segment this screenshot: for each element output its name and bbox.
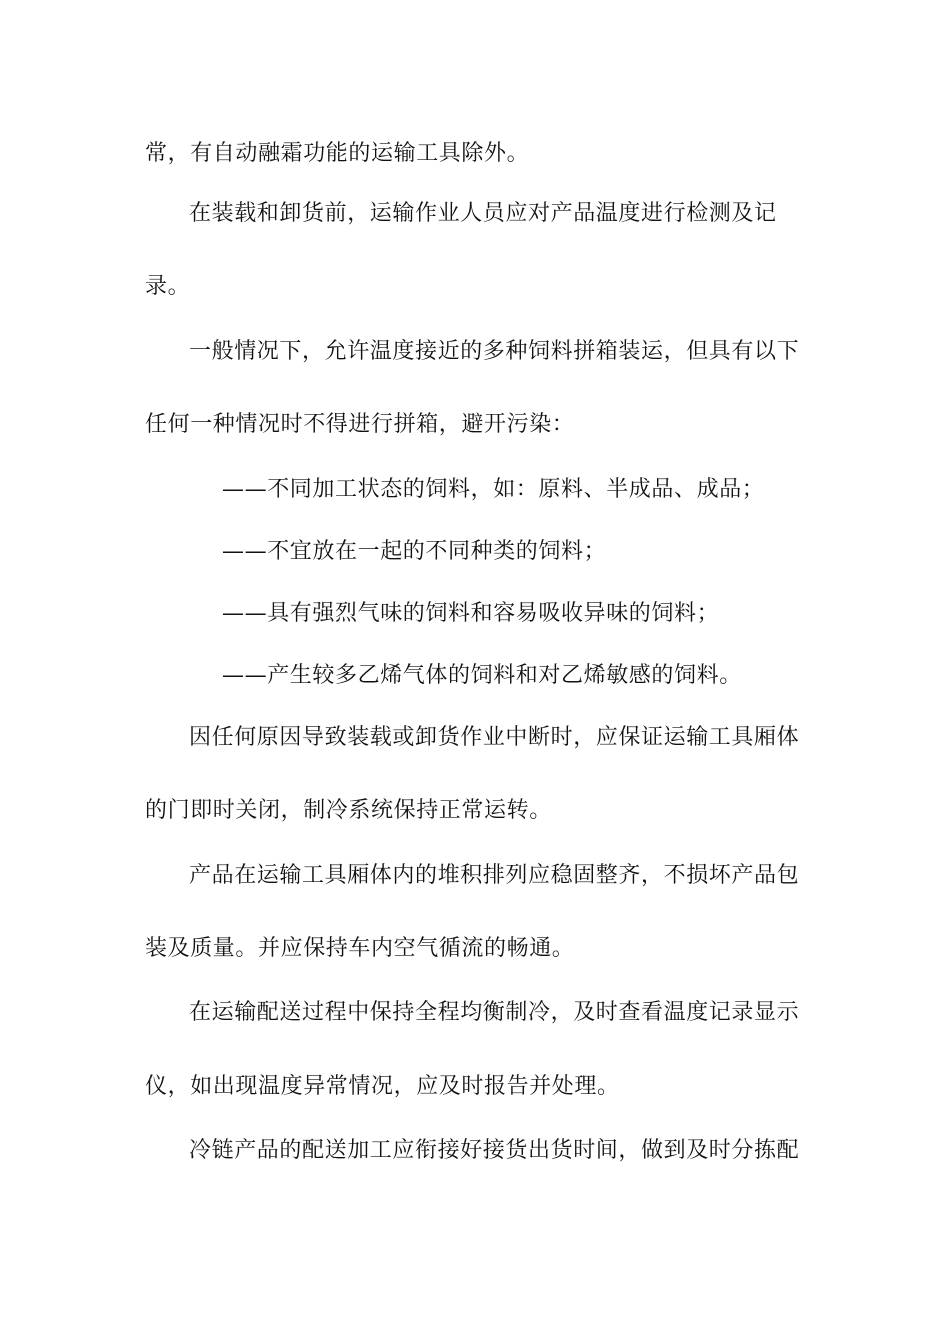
list-item: ——不同加工状态的饲料，如：原料、半成品、成品； xyxy=(222,477,765,502)
text-line: 常，有自动融霜功能的运输工具除外。 xyxy=(145,141,530,166)
paragraph-line: 因任何原因导致装载或卸货作业中断时，应保证运输工具厢体 xyxy=(189,725,800,750)
paragraph-line: 一般情况下，允许温度接近的多种饲料拼箱装运，但具有以下 xyxy=(189,339,800,364)
paragraph-line: 产品在运输工具厢体内的堆积排列应稳固整齐，不损坏产品包 xyxy=(189,863,800,888)
text-line: 录。 xyxy=(145,274,191,299)
text-line: 的门即时关闭，制冷系统保持正常运转。 xyxy=(145,798,552,823)
list-item: ——产生较多乙烯气体的饲料和对乙烯敏感的饲料。 xyxy=(222,663,742,688)
paragraph-line: 在运输配送过程中保持全程均衡制冷，及时查看温度记录显示 xyxy=(189,1000,800,1025)
list-item: ——具有强烈气味的饲料和容易吸收异味的饲料； xyxy=(222,601,720,626)
paragraph-line: 在装载和卸货前，运输作业人员应对产品温度进行检测及记 xyxy=(189,201,777,226)
list-item: ——不宜放在一起的不同种类的饲料； xyxy=(222,539,607,564)
text-line: 装及质量。并应保持车内空气循流的畅通。 xyxy=(145,936,575,961)
paragraph-line: 冷链产品的配送加工应衔接好接货出货时间，做到及时分拣配 xyxy=(189,1138,800,1163)
text-line: 任何一种情况时不得进行拼箱，避开污染： xyxy=(145,412,575,437)
text-line: 仪，如出现温度异常情况，应及时报告并处理。 xyxy=(145,1074,620,1099)
